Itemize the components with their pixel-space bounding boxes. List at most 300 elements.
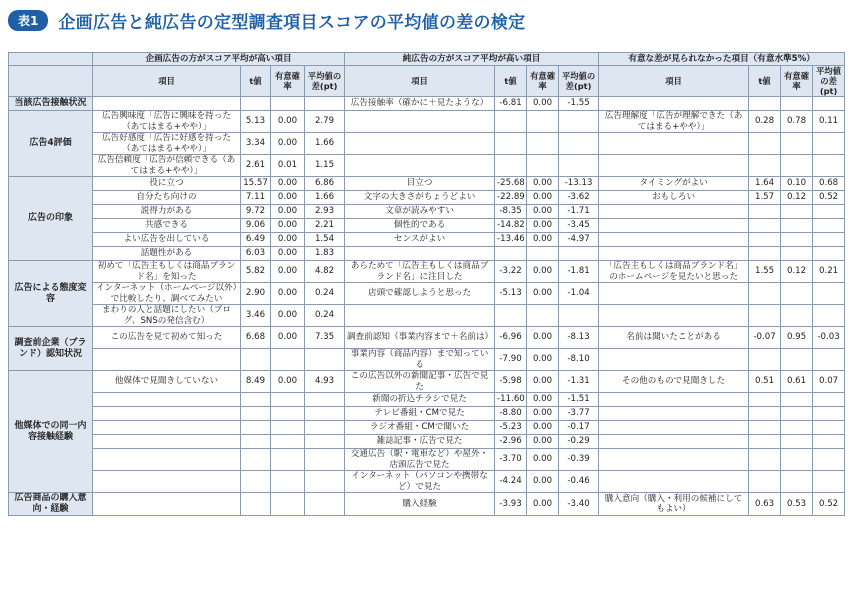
t-value-cell	[749, 449, 781, 471]
item-cell: この広告以外の新聞記事・広告で見た	[345, 371, 495, 393]
mean-diff-cell	[305, 493, 345, 516]
item-cell	[93, 97, 241, 111]
mean-diff-cell	[813, 421, 845, 435]
item-cell	[599, 233, 749, 247]
t-value-cell: -5.23	[495, 421, 527, 435]
significance-cell: 0.00	[527, 97, 559, 111]
mean-diff-cell: 2.79	[305, 111, 345, 133]
significance-cell: 0.78	[781, 111, 813, 133]
significance-cell: 0.00	[527, 219, 559, 233]
mean-diff-cell: 1.66	[305, 191, 345, 205]
significance-cell: 0.00	[527, 371, 559, 393]
table-row	[9, 155, 845, 177]
item-cell: ラジオ番組・CMで聞いた	[345, 421, 495, 435]
t-value-cell: -8.80	[495, 407, 527, 421]
t-value-cell: -3.70	[495, 449, 527, 471]
item-cell	[93, 421, 241, 435]
corner-cell	[9, 66, 93, 97]
item-cell	[599, 205, 749, 219]
column-header: t値	[749, 66, 781, 97]
category-cell: 広告4評価	[9, 111, 93, 177]
significance-cell	[271, 471, 305, 493]
mean-diff-cell	[813, 205, 845, 219]
t-value-cell	[749, 349, 781, 371]
column-header: 平均値の差(pt)	[305, 66, 345, 97]
mean-diff-cell: -0.03	[813, 327, 845, 349]
corner-cell	[9, 53, 93, 66]
item-cell: 共感できる	[93, 219, 241, 233]
significance-cell: 0.00	[527, 471, 559, 493]
t-value-cell: 9.06	[241, 219, 271, 233]
significance-cell	[781, 133, 813, 155]
item-cell: テレビ番組・CMで見た	[345, 407, 495, 421]
group-header: 純広告の方がスコア平均が高い項目	[345, 53, 599, 66]
t-value-cell: 0.63	[749, 493, 781, 516]
t-value-cell	[749, 219, 781, 233]
t-value-cell: -3.93	[495, 493, 527, 516]
table-row	[9, 205, 845, 219]
item-cell	[599, 155, 749, 177]
column-header: t値	[241, 66, 271, 97]
item-cell	[93, 407, 241, 421]
t-value-cell: -13.46	[495, 233, 527, 247]
table-row	[9, 407, 845, 421]
significance-cell: 0.00	[527, 177, 559, 191]
t-value-cell	[749, 407, 781, 421]
significance-cell: 0.00	[271, 283, 305, 305]
mean-diff-cell: 1.83	[305, 247, 345, 261]
table-row	[9, 435, 845, 449]
significance-cell: 0.00	[527, 283, 559, 305]
item-cell	[345, 305, 495, 327]
item-cell: この広告を見て初めて知った	[93, 327, 241, 349]
table-row	[9, 133, 845, 155]
item-cell: 調査前認知（事業内容まで＋名前は）	[345, 327, 495, 349]
t-value-cell: -5.13	[495, 283, 527, 305]
item-cell	[93, 393, 241, 407]
mean-diff-cell	[559, 133, 599, 155]
mean-diff-cell	[305, 407, 345, 421]
mean-diff-cell: -0.39	[559, 449, 599, 471]
table-row	[9, 191, 845, 205]
table-row	[9, 471, 845, 493]
item-cell	[345, 247, 495, 261]
t-value-cell	[495, 155, 527, 177]
t-value-cell: -14.82	[495, 219, 527, 233]
significance-cell: 0.00	[527, 205, 559, 219]
item-cell: 名前は聞いたことがある	[599, 327, 749, 349]
significance-cell	[527, 155, 559, 177]
t-value-cell	[241, 349, 271, 371]
t-value-cell: 3.46	[241, 305, 271, 327]
significance-cell: 0.00	[271, 327, 305, 349]
significance-cell: 0.00	[527, 327, 559, 349]
significance-cell	[781, 349, 813, 371]
t-value-cell	[241, 435, 271, 449]
group-header-row	[9, 53, 845, 66]
page-title: 企画広告と純広告の定型調査項目スコアの平均値の差の検定	[58, 12, 526, 33]
category-cell: 広告の印象	[9, 177, 93, 261]
item-cell: 話題性がある	[93, 247, 241, 261]
t-value-cell	[749, 283, 781, 305]
item-cell	[599, 421, 749, 435]
t-value-cell: -22.89	[495, 191, 527, 205]
significance-cell: 0.00	[527, 493, 559, 516]
mean-diff-cell: 0.24	[305, 305, 345, 327]
t-value-cell	[241, 421, 271, 435]
t-value-cell: 1.55	[749, 261, 781, 283]
t-value-cell: 7.11	[241, 191, 271, 205]
mean-diff-cell: -3.77	[559, 407, 599, 421]
significance-cell: 0.12	[781, 261, 813, 283]
significance-cell	[527, 305, 559, 327]
item-cell: 個性的である	[345, 219, 495, 233]
significance-cell: 0.12	[781, 191, 813, 205]
significance-cell: 0.00	[271, 371, 305, 393]
item-cell: 初めて「広告主もしくは商品ブランド名」を知った	[93, 261, 241, 283]
mean-diff-cell: 0.52	[813, 191, 845, 205]
significance-cell	[781, 407, 813, 421]
table-row	[9, 247, 845, 261]
item-cell	[345, 155, 495, 177]
category-cell: 当該広告接触状況	[9, 97, 93, 111]
mean-diff-cell: -3.62	[559, 191, 599, 205]
item-cell	[599, 283, 749, 305]
item-cell: 目立つ	[345, 177, 495, 191]
mean-diff-cell: 0.11	[813, 111, 845, 133]
significance-cell	[271, 349, 305, 371]
item-cell: 店頭で確認しようと思った	[345, 283, 495, 305]
item-cell: 文章が読みやすい	[345, 205, 495, 219]
significance-cell	[271, 407, 305, 421]
t-value-cell: 5.13	[241, 111, 271, 133]
mean-diff-cell: 0.52	[813, 493, 845, 516]
t-value-cell: -3.22	[495, 261, 527, 283]
table-row	[9, 283, 845, 305]
t-value-cell	[749, 247, 781, 261]
table-row	[9, 421, 845, 435]
item-cell: 他媒体で見聞きしていない	[93, 371, 241, 393]
mean-diff-cell: 0.07	[813, 371, 845, 393]
significance-cell: 0.00	[527, 233, 559, 247]
t-value-cell	[241, 471, 271, 493]
item-cell	[599, 349, 749, 371]
item-cell: まわりの人と話題にしたい（ブログ、SNSの発信含む）	[93, 305, 241, 327]
t-value-cell: 6.03	[241, 247, 271, 261]
mean-diff-cell	[305, 349, 345, 371]
significance-cell	[781, 393, 813, 407]
mean-diff-cell	[305, 449, 345, 471]
item-cell	[93, 493, 241, 516]
mean-diff-cell	[305, 393, 345, 407]
table-row	[9, 327, 845, 349]
mean-diff-cell	[813, 449, 845, 471]
significance-cell: 0.95	[781, 327, 813, 349]
table-row	[9, 177, 845, 191]
group-header: 有意な差が見られなかった項目（有意水準5%）	[599, 53, 845, 66]
mean-diff-cell: 2.93	[305, 205, 345, 219]
item-cell: 広告興味度「広告に興味を持った（あてはまる+やや）」	[93, 111, 241, 133]
significance-cell: 0.00	[271, 219, 305, 233]
significance-cell	[271, 97, 305, 111]
table-badge: 表1	[8, 10, 48, 31]
mean-diff-cell: -3.45	[559, 219, 599, 233]
item-cell	[599, 97, 749, 111]
t-value-cell: 1.57	[749, 191, 781, 205]
significance-cell: 0.00	[527, 421, 559, 435]
t-value-cell: -8.35	[495, 205, 527, 219]
column-header: 有意確率	[271, 66, 305, 97]
mean-diff-cell	[559, 247, 599, 261]
significance-cell: 0.00	[271, 133, 305, 155]
t-value-cell	[749, 435, 781, 449]
table-row	[9, 493, 845, 516]
mean-diff-cell: -1.55	[559, 97, 599, 111]
t-value-cell	[241, 97, 271, 111]
mean-diff-cell	[305, 421, 345, 435]
t-value-cell	[749, 471, 781, 493]
mean-diff-cell: -0.17	[559, 421, 599, 435]
significance-cell	[781, 305, 813, 327]
t-value-cell	[495, 247, 527, 261]
t-value-cell: -25.68	[495, 177, 527, 191]
t-value-cell	[749, 305, 781, 327]
significance-cell	[271, 449, 305, 471]
t-value-cell	[241, 449, 271, 471]
mean-diff-cell	[813, 349, 845, 371]
item-cell: あらためて「広告主もしくは商品ブランド名」に注目した	[345, 261, 495, 283]
column-header: 項目	[93, 66, 241, 97]
item-cell: インターネット（パソコンや携帯など）で見た	[345, 471, 495, 493]
item-cell: 自分たち向けの	[93, 191, 241, 205]
table-row	[9, 349, 845, 371]
table-row	[9, 305, 845, 327]
t-value-cell: 5.82	[241, 261, 271, 283]
t-value-cell: -6.96	[495, 327, 527, 349]
significance-cell: 0.00	[271, 305, 305, 327]
mean-diff-cell: -1.71	[559, 205, 599, 219]
t-value-cell	[241, 407, 271, 421]
mean-diff-cell: 7.35	[305, 327, 345, 349]
results-table	[8, 52, 845, 516]
mean-diff-cell: 0.21	[813, 261, 845, 283]
column-header: 平均値の差(pt)	[559, 66, 599, 97]
mean-diff-cell	[813, 97, 845, 111]
t-value-cell: -2.96	[495, 435, 527, 449]
mean-diff-cell: 4.93	[305, 371, 345, 393]
item-cell: その他のもので見聞きした	[599, 371, 749, 393]
t-value-cell: 0.28	[749, 111, 781, 133]
item-cell	[345, 111, 495, 133]
item-cell	[93, 449, 241, 471]
item-cell	[599, 471, 749, 493]
t-value-cell: 9.72	[241, 205, 271, 219]
item-cell	[93, 435, 241, 449]
mean-diff-cell	[305, 435, 345, 449]
column-header-row	[9, 66, 845, 97]
category-cell: 調査前企業（ブランド）認知状況	[9, 327, 93, 371]
t-value-cell: -0.07	[749, 327, 781, 349]
item-cell: センスがよい	[345, 233, 495, 247]
item-cell	[93, 349, 241, 371]
t-value-cell: 2.61	[241, 155, 271, 177]
mean-diff-cell: 1.66	[305, 133, 345, 155]
t-value-cell: 2.90	[241, 283, 271, 305]
significance-cell	[781, 97, 813, 111]
mean-diff-cell: 2.21	[305, 219, 345, 233]
item-cell	[599, 407, 749, 421]
significance-cell: 0.00	[271, 261, 305, 283]
t-value-cell: 6.68	[241, 327, 271, 349]
significance-cell	[781, 219, 813, 233]
t-value-cell: -5.98	[495, 371, 527, 393]
item-cell: 広告理解度「広告が理解できた（あてはまる+やや）」	[599, 111, 749, 133]
t-value-cell	[749, 133, 781, 155]
column-header: 有意確率	[527, 66, 559, 97]
category-cell: 広告商品の購入意向・経験	[9, 493, 93, 516]
mean-diff-cell	[813, 219, 845, 233]
significance-cell	[527, 247, 559, 261]
t-value-cell: 15.57	[241, 177, 271, 191]
item-cell: おもしろい	[599, 191, 749, 205]
item-cell	[599, 435, 749, 449]
t-value-cell: 1.64	[749, 177, 781, 191]
t-value-cell: 6.49	[241, 233, 271, 247]
significance-cell	[781, 471, 813, 493]
mean-diff-cell: -1.81	[559, 261, 599, 283]
significance-cell	[527, 133, 559, 155]
t-value-cell: 3.34	[241, 133, 271, 155]
mean-diff-cell: -8.13	[559, 327, 599, 349]
significance-cell: 0.00	[271, 191, 305, 205]
item-cell: 「広告主もしくは商品ブランド名」のホームページを見たいと思った	[599, 261, 749, 283]
mean-diff-cell: -8.10	[559, 349, 599, 371]
item-cell: 事業内容（商品内容）まで知っている	[345, 349, 495, 371]
item-cell: 交通広告（駅・電車など）や屋外・店頭広告で見た	[345, 449, 495, 471]
t-value-cell	[495, 111, 527, 133]
category-cell: 広告による態度変容	[9, 261, 93, 327]
item-cell: 文字の大きさがちょうどよい	[345, 191, 495, 205]
item-cell: 広告好感度「広告に好感を持った（あてはまる+やや）」	[93, 133, 241, 155]
item-cell	[599, 219, 749, 233]
table-row	[9, 233, 845, 247]
significance-cell	[271, 493, 305, 516]
significance-cell: 0.53	[781, 493, 813, 516]
significance-cell: 0.00	[527, 349, 559, 371]
item-cell: 説得力がある	[93, 205, 241, 219]
significance-cell: 0.00	[271, 111, 305, 133]
item-cell: よい広告を出している	[93, 233, 241, 247]
significance-cell: 0.00	[527, 435, 559, 449]
table-row	[9, 393, 845, 407]
significance-cell: 0.00	[271, 233, 305, 247]
item-cell	[599, 393, 749, 407]
item-cell: 広告信頼度「広告が信頼できる（あてはまる+やや）」	[93, 155, 241, 177]
column-header: t値	[495, 66, 527, 97]
t-value-cell	[749, 393, 781, 407]
t-value-cell	[749, 421, 781, 435]
mean-diff-cell	[559, 155, 599, 177]
significance-cell	[781, 233, 813, 247]
item-cell: 役に立つ	[93, 177, 241, 191]
mean-diff-cell: -3.40	[559, 493, 599, 516]
mean-diff-cell	[813, 133, 845, 155]
mean-diff-cell	[813, 407, 845, 421]
significance-cell: 0.00	[271, 247, 305, 261]
mean-diff-cell: -0.29	[559, 435, 599, 449]
significance-cell	[781, 449, 813, 471]
t-value-cell	[241, 493, 271, 516]
mean-diff-cell	[305, 471, 345, 493]
column-header: 平均値の差(pt)	[813, 66, 845, 97]
mean-diff-cell	[813, 435, 845, 449]
mean-diff-cell: -4.97	[559, 233, 599, 247]
mean-diff-cell: 1.15	[305, 155, 345, 177]
mean-diff-cell: 0.24	[305, 283, 345, 305]
significance-cell	[781, 247, 813, 261]
t-value-cell: 0.51	[749, 371, 781, 393]
t-value-cell	[749, 97, 781, 111]
t-value-cell	[749, 233, 781, 247]
mean-diff-cell	[813, 471, 845, 493]
item-cell	[599, 133, 749, 155]
item-cell: 雑誌記事・広告で見た	[345, 435, 495, 449]
significance-cell	[527, 111, 559, 133]
significance-cell	[271, 435, 305, 449]
t-value-cell: 8.49	[241, 371, 271, 393]
t-value-cell	[495, 305, 527, 327]
table-row	[9, 371, 845, 393]
t-value-cell	[495, 133, 527, 155]
significance-cell	[271, 421, 305, 435]
item-cell: 新聞の折込チラシで見た	[345, 393, 495, 407]
mean-diff-cell: -1.31	[559, 371, 599, 393]
item-cell	[93, 471, 241, 493]
significance-cell	[781, 155, 813, 177]
table-row	[9, 97, 845, 111]
t-value-cell: -4.24	[495, 471, 527, 493]
significance-cell	[781, 435, 813, 449]
significance-cell: 0.00	[527, 191, 559, 205]
t-value-cell	[241, 393, 271, 407]
mean-diff-cell: 1.54	[305, 233, 345, 247]
column-header: 項目	[345, 66, 495, 97]
t-value-cell: -6.81	[495, 97, 527, 111]
mean-diff-cell: -13.13	[559, 177, 599, 191]
mean-diff-cell	[813, 247, 845, 261]
mean-diff-cell: 6.86	[305, 177, 345, 191]
item-cell	[599, 305, 749, 327]
t-value-cell	[749, 155, 781, 177]
significance-cell: 0.00	[527, 261, 559, 283]
significance-cell: 0.01	[271, 155, 305, 177]
mean-diff-cell: -1.04	[559, 283, 599, 305]
table-body	[9, 97, 845, 516]
mean-diff-cell	[813, 283, 845, 305]
table-row	[9, 261, 845, 283]
mean-diff-cell	[305, 97, 345, 111]
mean-diff-cell: 0.68	[813, 177, 845, 191]
t-value-cell: -11.60	[495, 393, 527, 407]
significance-cell: 0.10	[781, 177, 813, 191]
column-header: 有意確率	[781, 66, 813, 97]
significance-cell	[781, 205, 813, 219]
category-cell: 他媒体での同一内容接触経験	[9, 371, 93, 493]
table-row	[9, 449, 845, 471]
mean-diff-cell: 4.82	[305, 261, 345, 283]
significance-cell: 0.61	[781, 371, 813, 393]
item-cell	[599, 449, 749, 471]
